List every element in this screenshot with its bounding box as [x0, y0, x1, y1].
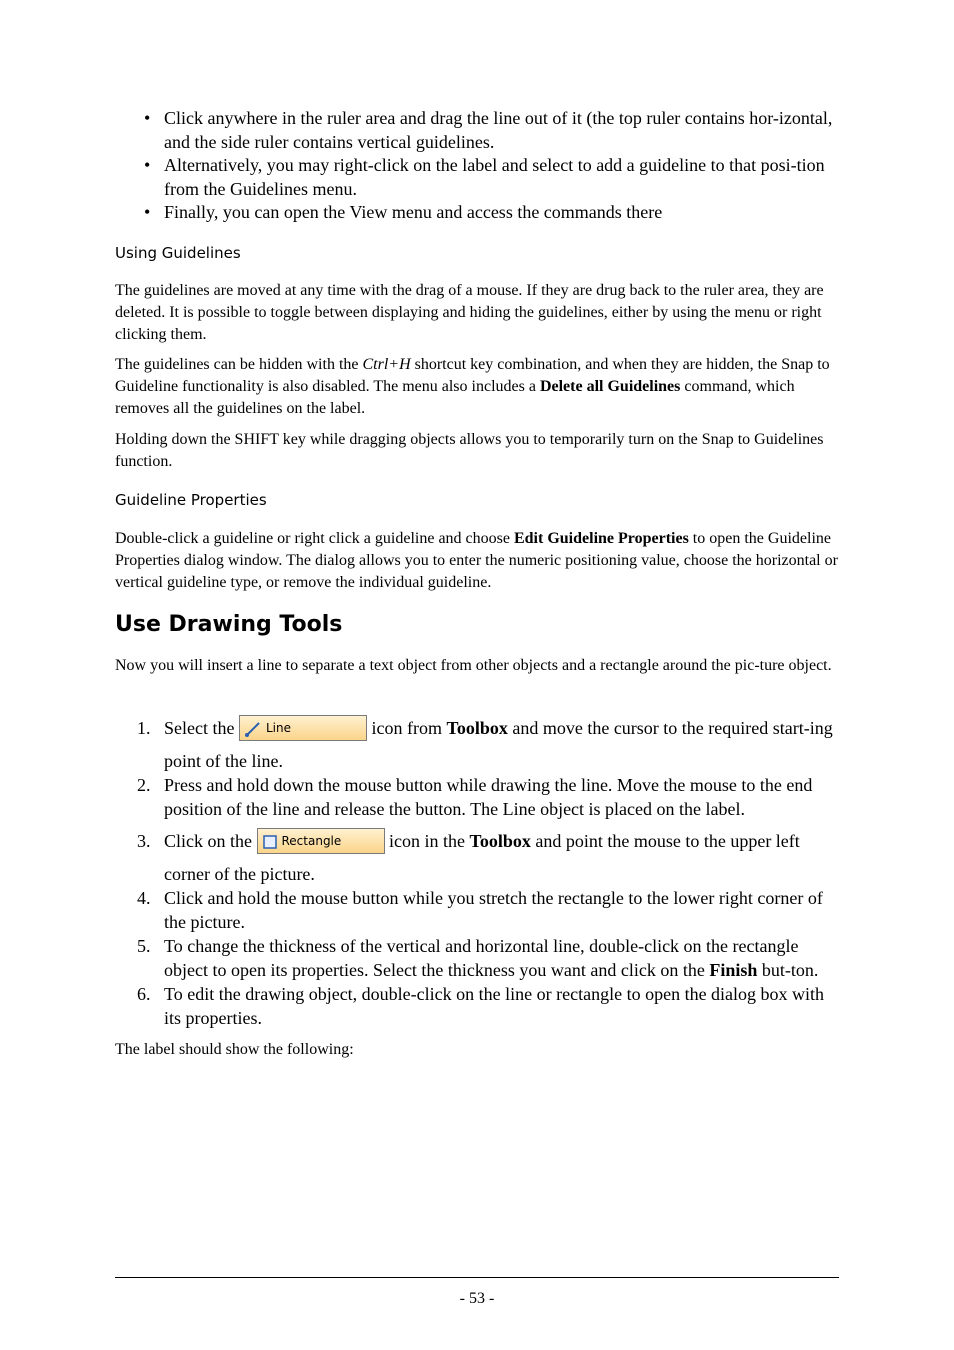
list-item: • Click anywhere in the ruler area and drag the line out of it (the top ruler contains hor-izontal, and the side ruler contains vertical guidelines.	[144, 108, 833, 152]
paragraph: Double-click a guideline or right click a guideline and choose Edit Guideline Properties to open the Guideline Properties dialog window. The dialog allows you to enter the numeric positioning value, choose the horizontal or vertical guideline type, or remove the individual guideline.	[115, 530, 838, 591]
line-tool-button[interactable]: Line	[239, 715, 367, 741]
list-item: 5. To change the thickness of the vertical and horizontal line, double-click on the rectangle object to open its properties. Select the thickness you want and click on the Finish but-ton.	[137, 936, 819, 980]
bold-term: Edit Guideline Properties	[513, 530, 689, 547]
footer-divider	[115, 1277, 839, 1278]
list-item: 4. Click and hold the mouse button while you stretch the rectangle to the lower right corner of the picture.	[137, 888, 823, 932]
paragraph: Now you will insert a line to separate a text object from other objects and a rectangle around the pic-ture object.	[115, 657, 832, 674]
list-item: 3. Click on the Rectangle icon in the Toolbox and point the mouse to the upper left corner of the picture.	[115, 829, 839, 886]
shortcut-text: Ctrl+H	[362, 356, 411, 373]
subheading-using-guidelines: Using Guidelines	[115, 244, 241, 262]
bold-term: Delete all Guidelines	[539, 378, 681, 395]
section-heading: Use Drawing Tools	[115, 612, 343, 637]
steps-list	[115, 716, 839, 1030]
line-tool-icon	[244, 720, 262, 738]
bullet-list	[115, 107, 839, 225]
list-item: • Finally, you can open the View menu and access the commands there	[115, 201, 839, 225]
list-item: • Alternatively, you may right-click on the label and select to add a guideline to that posi-tion from the Guidelines menu.	[144, 155, 825, 199]
list-item: 2. Press and hold down the mouse button while drawing the line. Move the mouse to the end position of the line and release the button. The Line object is placed on the label.	[137, 775, 813, 819]
paragraph: The label should show the following:	[115, 1041, 354, 1058]
list-item: 6. To edit the drawing object, double-click on the line or rectangle to open the dialog box with its properties.	[137, 984, 825, 1028]
subheading-guideline-properties: Guideline Properties	[115, 491, 267, 509]
bullet-dot: •	[144, 108, 151, 128]
list-item: 1. Select the Line icon from Toolbox and move the cursor to the required start-ing point of the line.	[115, 716, 839, 773]
bullet-dot: •	[144, 155, 151, 175]
paragraph: The guidelines can be hidden with the Ctrl+H shortcut key combination, and when they are hidden, the Snap to Guideline functionality is also disabled. The menu also includes a Delete all Guidelines command, which removes all the guidelines on the label.	[115, 356, 830, 417]
rectangle-tool-button[interactable]: Rectangle	[257, 828, 385, 854]
paragraph: The guidelines are moved at any time with the drag of a mouse. If they are drug back to the ruler area, they are deleted. It is possible to toggle between displaying and hiding the guidelines, either by using the menu or right clicking them.	[115, 282, 824, 343]
bullet-dot: •	[144, 202, 151, 222]
rectangle-tool-icon	[262, 834, 278, 850]
page-number: - 53 -	[459, 1290, 495, 1307]
paragraph: Holding down the SHIFT key while dragging objects allows you to temporarily turn on the Snap to Guidelines function.	[115, 431, 824, 470]
